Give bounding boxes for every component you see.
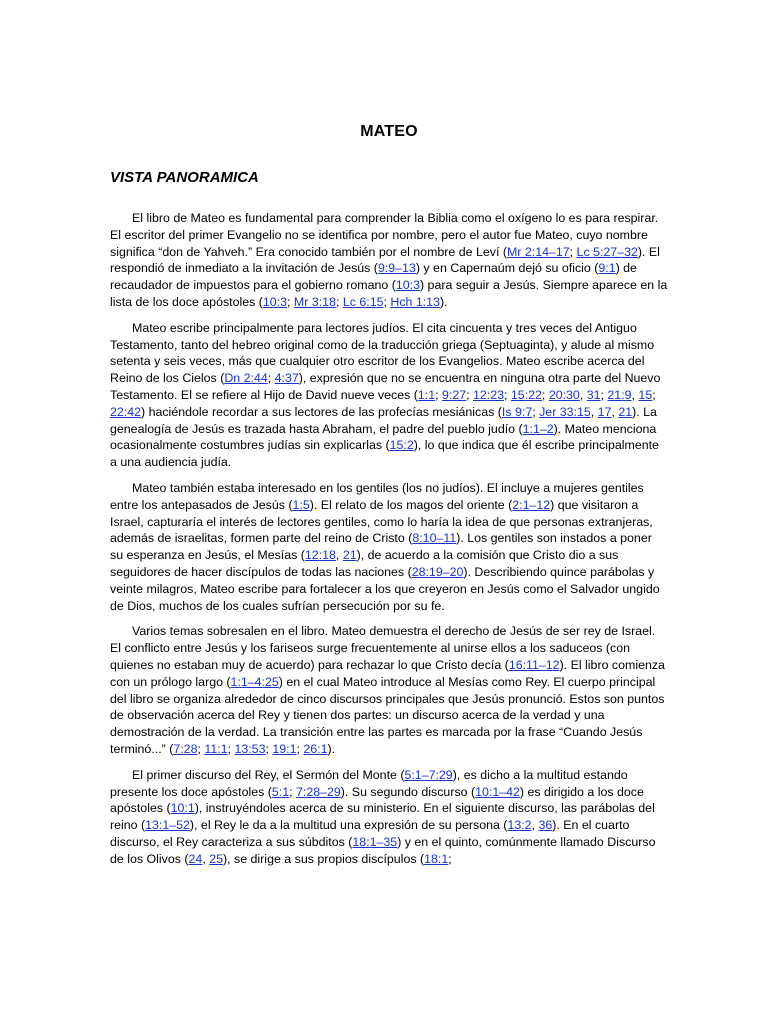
scripture-ref-link[interactable]: 21:9 (607, 387, 632, 402)
scripture-ref-link[interactable]: 9:9–13 (377, 261, 416, 276)
paragraph-text: El libro de Mateo es fundamental para comprender la Biblia como el oxígeno lo es para respirar. El escritor del primer Evangelio no se identifica por nombre, pero el autor fue Mateo, cuyo nombre significa “don de Yahveh.” Era conocido también por el nombre de Leví ( (110, 211, 659, 259)
paragraph-text: ), expresión que no se encuentra en ninguna otra parte del Nuevo Testamento. El se refiere al Hijo de David nueve veces ( (110, 371, 661, 402)
paragraph-text: ). Los gentiles son instados a poner su esperanza en Jesús, el Mesías ( (110, 531, 652, 563)
paragraph-text: El primer discurso del Rey, el Sermón del Monte ( (132, 767, 405, 782)
paragraph-text: ), de acuerdo a la comisión que Cristo dio a sus seguidores de hacer discípulos de todas las naciones ( (110, 548, 619, 579)
paragraph-text: ; (265, 741, 273, 756)
paragraph-text: , (611, 404, 619, 419)
scripture-ref-link[interactable]: 20:30 (548, 387, 580, 402)
paragraph-text: Varios temas sobresalen en el libro. Mateo demuestra el derecho de Jesús de ser rey de Israel. El conflicto entre Jesús y los fariseos surge frecuentemente al unirse ellos a los saduceos (con quienes no estaban muy de acuerdo) para rechazar lo que Cristo decía ( (110, 624, 656, 672)
paragraph-2 (110, 320, 668, 471)
paragraph-text: ) haciéndole recordar a sus lectores de las profecías mesiánicas ( (141, 404, 502, 419)
paragraph-text: ; (541, 387, 549, 402)
paragraph-text: ). El respondió de inmediato a la invitación de Jesús ( (110, 244, 660, 276)
paragraph-4 (110, 623, 668, 757)
scripture-ref-link[interactable]: 10:1 (170, 801, 195, 816)
paragraph-text: ; (569, 244, 577, 259)
scripture-ref-link[interactable]: 31 (586, 387, 601, 402)
paragraph-text: ) y en el quinto, comúnmente llamado Discurso de los Olivos ( (110, 834, 656, 866)
scripture-ref-link[interactable]: Mr 2:14–17 (506, 244, 570, 259)
scripture-ref-link[interactable]: 7:28 (173, 741, 198, 756)
paragraph-text: ). Mateo menciona ocasionalmente costumbres judías sin explicarlas ( (110, 421, 657, 453)
paragraph-text: ; (227, 741, 235, 756)
scripture-ref-link[interactable]: 26:1 (303, 741, 328, 756)
scripture-ref-link[interactable]: 22:42 (110, 404, 142, 419)
paragraph-text: ), el Rey le da a la multitud una expresión de su persona ( (189, 818, 508, 833)
scripture-ref-link[interactable]: 21 (342, 548, 357, 563)
paragraph-text: ) en el cual Mateo introduce al Mesías como Rey. El cuerpo principal del libro se organiza alrededor de cinco discursos principales que Jesús pronunció. Estos son puntos de observación acerca del Rey y tienen dos partes: un discurso acerca de la verdad y una demostración de la verdad. La transición entre las partes es marcada por la frase “Cuando Jesús terminó...” ( (110, 674, 665, 756)
paragraph-text: ). Su segundo discurso ( (340, 784, 476, 799)
paragraph-text: ; (267, 371, 275, 386)
scripture-ref-link[interactable]: 10:3 (395, 278, 420, 293)
paragraph-text: ; (435, 387, 442, 402)
paragraph-text: ), es dicho a la multitud estando presente los doce apóstoles ( (110, 767, 628, 799)
paragraph-text: ; (504, 387, 511, 402)
paragraph-text: ). (327, 741, 336, 756)
scripture-ref-link[interactable]: 7:28–29 (296, 784, 341, 799)
paragraph-text: ; (448, 851, 452, 866)
paragraph-text: ; (600, 387, 608, 402)
scripture-ref-link[interactable]: Jer 33:15 (539, 404, 591, 419)
scripture-ref-link[interactable]: 5:1–7:29 (404, 767, 453, 782)
scripture-ref-link[interactable]: 8:10–11 (412, 531, 457, 546)
paragraph-text: ). El relato de los magos del oriente ( (309, 497, 513, 512)
scripture-ref-link[interactable]: 10:1–42 (475, 784, 520, 799)
paragraph-text: ; (466, 387, 473, 402)
scripture-ref-link[interactable]: 10:3 (262, 294, 288, 309)
paragraph-text: Mateo escribe principalmente para lectores judíos. El cita cincuenta y tres veces del Antiguo Testamento, tanto del hebreo original como de la traducción griega (Septuaginta), y alude al mismo setenta y seis veces, más que cualquier otro escritor de los Evangelios. Mateo escribe acerca del Reino de los Cielos ( (110, 320, 655, 386)
paragraph-text: ) de recaudador de impuestos para el gobierno romano ( (110, 261, 637, 293)
scripture-ref-link[interactable]: 1:1–2 (522, 421, 554, 436)
scripture-ref-link[interactable]: 9:27 (441, 387, 467, 402)
paragraph-text: ; (296, 741, 304, 756)
paragraph-text: ) que visitaron a Israel, capturaría el interés de lectores gentiles, como lo haría la idea de que personas extranjeras, además de israelitas, formen parte del reino de Cristo ( (110, 497, 653, 546)
paragraph-5 (110, 767, 668, 868)
paragraph-text: Mateo también estaba interesado en los gentiles (los no judíos). El incluye a mujeres gentiles entre los antepasados de Jesús ( (110, 480, 644, 512)
scripture-ref-link[interactable]: 15 (638, 387, 653, 402)
scripture-ref-link[interactable]: 1:1–4:25 (230, 674, 279, 689)
scripture-ref-link[interactable]: 18:1–35 (352, 834, 398, 849)
paragraph-text: ) es dirigido a los doce apóstoles ( (110, 784, 644, 816)
section-title: VISTA PANORAMICA (110, 169, 259, 186)
scripture-ref-link[interactable]: 19:1 (272, 741, 297, 756)
paragraph-text: ). Describiendo quince parábolas y veinte milagros, Mateo escribe para fortalecer a los que creyeron en Jesús como el Salvador ungido de Dios, muchos de los cuales sufrían persecución por su fe. (110, 564, 660, 613)
paragraph-text: ; (197, 741, 205, 756)
scripture-ref-link[interactable]: Is 9:7 (501, 404, 533, 419)
paragraph-text: ), lo que indica que él escribe principalmente a una audiencia judía. (110, 438, 659, 470)
scripture-ref-link[interactable]: 24 (188, 851, 203, 866)
scripture-ref-link[interactable]: 12:23 (473, 387, 505, 402)
scripture-ref-link[interactable]: 1:5 (292, 497, 310, 512)
scripture-ref-link[interactable]: 36 (538, 818, 553, 833)
paragraph-text: ). El libro comienza con un prólogo largo ( (110, 657, 665, 689)
scripture-ref-link[interactable]: 18:1 (424, 851, 449, 866)
paragraph-text: ; (383, 294, 391, 309)
paragraph-text: ; (335, 294, 343, 309)
paragraph-1 (110, 210, 668, 311)
scripture-ref-link[interactable]: 15:22 (510, 387, 542, 402)
scripture-ref-link[interactable]: 4:37 (274, 371, 299, 386)
scripture-ref-link[interactable]: Dn 2:44 (224, 371, 268, 386)
scripture-ref-link[interactable]: 21 (618, 404, 633, 419)
paragraph-text: , (202, 851, 210, 866)
paragraph-3 (110, 480, 668, 614)
paragraph-text: ), instruyéndoles acerca de su ministerio. En el siguiente discurso, las parábolas del reino ( (110, 801, 655, 833)
paragraph-text: ; (287, 294, 294, 309)
paragraph-text: ). En el cuarto discurso, el Rey caracteriza a sus súbditos ( (110, 818, 630, 849)
paragraph-text: ). La genealogía de Jesús es trazada hasta Abraham, el padre del pueblo judío ( (110, 404, 657, 436)
paragraph-text: ) para seguir a Jesús. Siempre aparece en la lista de los doce apóstoles ( (110, 278, 668, 309)
paragraph-text: ). (439, 294, 448, 309)
scripture-ref-link[interactable]: Lc 6:15 (342, 294, 384, 309)
scripture-ref-link[interactable]: 13:53 (234, 741, 266, 756)
scripture-ref-link[interactable]: 13:1–52 (145, 818, 190, 833)
paragraph-text: ; (289, 784, 296, 799)
scripture-ref-link[interactable]: Hch 1:13 (390, 294, 440, 309)
paragraph-text: , (590, 404, 598, 419)
scripture-ref-link[interactable]: 11:1 (204, 741, 228, 756)
paragraph-text: , (531, 818, 539, 833)
paragraph-text: ) y en Capernaúm dejó su oficio ( (415, 261, 599, 276)
scripture-ref-link[interactable]: 9:1 (598, 261, 616, 276)
scripture-ref-link[interactable]: 16:11–12 (508, 657, 560, 672)
document-title: MATEO (360, 123, 418, 140)
paragraph-text: ), se dirige a sus propios discípulos ( (223, 851, 425, 866)
scripture-ref-link[interactable]: 28:19–20 (411, 564, 464, 579)
scripture-ref-link[interactable]: 13:2 (507, 818, 532, 833)
scripture-ref-link[interactable]: 17 (597, 404, 612, 419)
paragraph-text: , (579, 387, 587, 402)
scripture-ref-link[interactable]: Lc 5:27–32 (576, 244, 638, 259)
scripture-ref-link[interactable]: 25 (209, 851, 223, 866)
paragraph-text: , (631, 387, 639, 402)
scripture-ref-link[interactable]: 2:1–12 (512, 497, 551, 512)
scripture-ref-link[interactable]: 15:2 (389, 438, 414, 453)
paragraph-text: ; (532, 404, 540, 419)
paragraph-text: ; (652, 387, 656, 402)
scripture-ref-link[interactable]: Mr 3:18 (293, 294, 336, 309)
scripture-ref-link[interactable]: 12:18 (304, 548, 336, 563)
scripture-ref-link[interactable]: 5:1 (271, 784, 290, 799)
scripture-ref-link[interactable]: 1:1 (417, 387, 436, 402)
paragraph-text: , (335, 548, 343, 563)
